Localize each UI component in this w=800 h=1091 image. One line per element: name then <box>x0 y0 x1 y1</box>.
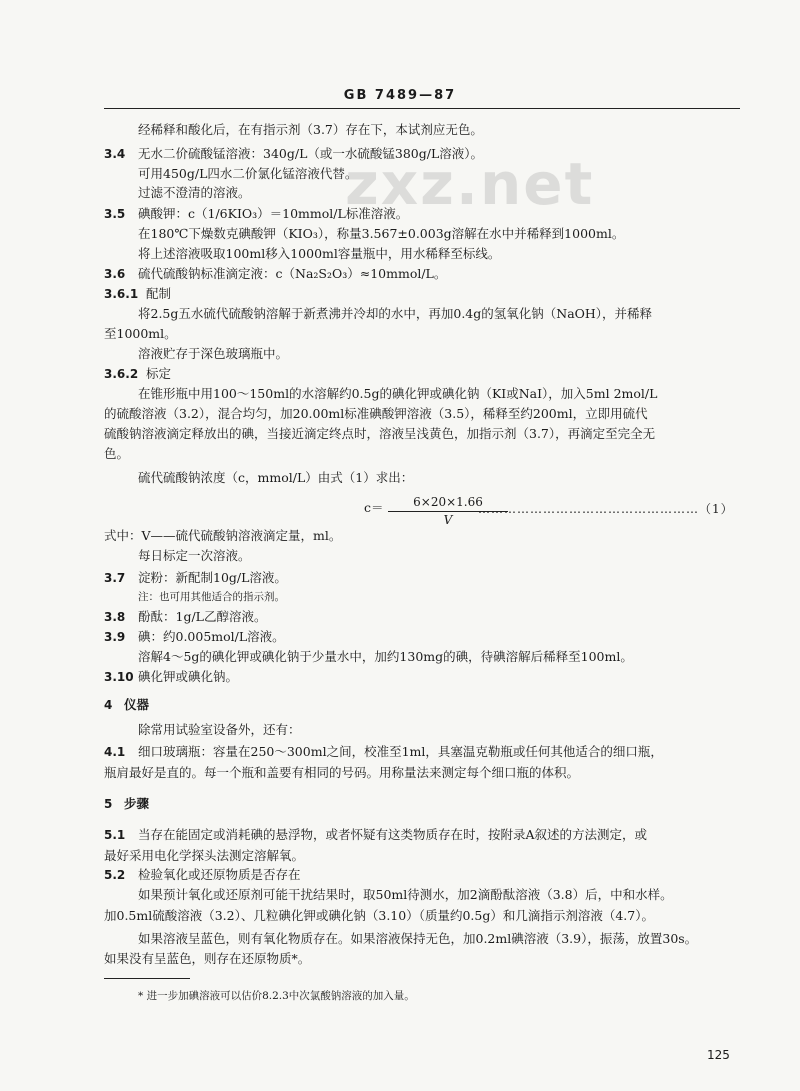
text-line: 如果溶液呈蓝色，则有氧化物质存在。如果溶液保持无色，加0.2ml碘溶液（3.9），振荡，放置30s。 <box>138 931 698 946</box>
page-number: 125 <box>707 1048 730 1062</box>
clause-4-1 <box>104 744 663 760</box>
text-line: 在180℃下燥数克碘酸钾（KIO₃），称量3.567±0.003g溶解在水中并稀释到1000ml。 <box>138 226 625 241</box>
text-line: 在锥形瓶中用100～150ml的水溶解约0.5g的碘化钾或碘化钠（KI或NaI），加入5ml 2mol/L <box>138 386 658 401</box>
clause-number: 3.4 <box>104 147 126 161</box>
clause-3-7 <box>104 570 287 586</box>
clause-5-1 <box>104 827 647 843</box>
text-line: 每日标定一次溶液。 <box>138 548 251 563</box>
text-line: 过滤不澄清的溶液。 <box>138 185 251 200</box>
clause-text: 淀粉：新配制10g/L溶液。 <box>138 570 287 585</box>
text-line: 的硫酸溶液（3.2），混合均匀，加20.00ml标准碘酸钾溶液（3.5），稀释至约200ml，立即用硫代 <box>104 406 648 421</box>
clause-text: 当存在能固定或消耗碘的悬浮物，或者怀疑有这类物质存在时，按附录A叙述的方法测定，或 <box>138 827 648 842</box>
clause-number: 3.6.1 <box>104 287 139 301</box>
text-line: 溶解4～5g的碘化钾或碘化钠于少量水中，加约130mg的碘，待碘溶解后稀释至100ml。 <box>138 649 633 664</box>
text-line: 溶液贮存于深色玻璃瓶中。 <box>138 346 289 361</box>
clause-number: 3.7 <box>104 571 126 585</box>
clause-number: 3.6.2 <box>104 367 139 381</box>
text-line: 至1000ml。 <box>104 326 177 341</box>
formula-equation-number: ……………………………………………（1） <box>478 502 734 516</box>
clause-3-9 <box>104 629 285 645</box>
clause-text: 碘：约0.005mol/L溶液。 <box>138 629 285 644</box>
text-line: 式中：V——硫代硫酸钠溶液滴定量，ml。 <box>104 528 342 543</box>
clause-number: 4.1 <box>104 745 126 759</box>
clause-text: 酚酞：1g/L乙醇溶液。 <box>138 609 267 624</box>
text-line: 瓶肩最好是直的。每一个瓶和盖要有相同的号码。用称量法来测定每个细口瓶的体积。 <box>104 765 580 780</box>
section-number: 4 <box>104 698 113 712</box>
clause-text: 细口玻璃瓶：容量在250～300ml之间，校准至1ml，具塞温克勒瓶或任何其他适合的细口瓶， <box>138 744 663 759</box>
text-line: 如果没有呈蓝色，则存在还原物质*。 <box>104 951 311 966</box>
formula-lhs: c＝ <box>364 500 384 515</box>
text-line: 色。 <box>104 446 130 461</box>
clause-3-6-2 <box>104 366 171 382</box>
footnote: * 进一步加碘溶液可以估价8.2.3中次氯酸钠溶液的加入量。 <box>138 990 415 1002</box>
text-line: 将2.5g五水硫代硫酸钠溶解于新煮沸并冷却的水中，再加0.4g的氢氧化钠（NaOH），并稀释 <box>138 306 653 321</box>
section-4-heading <box>104 697 149 713</box>
clause-5-2 <box>104 867 301 883</box>
clause-3-6-1 <box>104 286 171 302</box>
text-line: 如果预计氧化或还原剂可能干扰结果时，取50ml待测水，加2滴酚酞溶液（3.8）后，中和水样。 <box>138 887 673 902</box>
clause-number: 5.2 <box>104 868 126 882</box>
clause-text: 无水二价硫酸锰溶液：340g/L（或一水硫酸锰380g/L溶液）。 <box>138 146 483 161</box>
clause-3-4 <box>104 146 483 162</box>
clause-text: 配制 <box>146 286 172 301</box>
section-number: 5 <box>104 797 113 811</box>
formula-numerator: 6×20×1.66 <box>388 495 508 512</box>
text-line: 加0.5ml硫酸溶液（3.2）、几粒碘化钾或碘化钠（3.10）（质量约0.5g）和几滴指示剂溶液（4.7）。 <box>104 908 654 923</box>
clause-number: 3.8 <box>104 610 126 624</box>
clause-text: 硫代硫酸钠标准滴定液：c（Na₂S₂O₃）≈10mmol/L。 <box>138 266 447 281</box>
clause-number: 5.1 <box>104 828 126 842</box>
text-line: 硫酸钠溶液滴定释放出的碘，当接近滴定终点时，溶液呈浅黄色，加指示剂（3.7），再滴定至完全无 <box>104 426 656 441</box>
text-line: 除常用试验室设备外，还有： <box>138 722 301 737</box>
clause-number: 3.10 <box>104 670 134 684</box>
section-title: 步骤 <box>124 796 150 811</box>
clause-text: 碘化钾或碘化钠。 <box>138 669 239 684</box>
clause-text: 检验氧化或还原物质是否存在 <box>138 867 301 882</box>
text-line: 可用450g/L四水二价氯化锰溶液代替。 <box>138 166 358 181</box>
clause-3-6 <box>104 266 446 282</box>
clause-3-5 <box>104 206 408 222</box>
note-line: 注：也可用其他适合的指示剂。 <box>138 591 285 603</box>
footnote-rule <box>104 978 190 979</box>
watermark: zxz.net <box>345 150 595 218</box>
text-line: 最好采用电化学探头法测定溶解氧。 <box>104 848 305 863</box>
formula-denominator: V <box>443 513 453 527</box>
section-title: 仪器 <box>124 697 150 712</box>
clause-3-10 <box>104 669 238 685</box>
clause-number: 3.6 <box>104 267 126 281</box>
standard-code-header: GB 7489—87 <box>343 88 457 103</box>
clause-text: 标定 <box>146 366 172 381</box>
text-line: 经稀释和酸化后，在有指示剂（3.7）存在下，本试剂应无色。 <box>138 122 483 137</box>
text-line: 硫代硫酸钠浓度（c，mmol/L）由式（1）求出： <box>138 470 414 485</box>
clause-number: 3.5 <box>104 207 126 221</box>
text-line: 将上述溶液吸取100ml移入1000ml容量瓶中，用水稀释至标线。 <box>138 246 501 261</box>
clause-3-8 <box>104 609 266 625</box>
clause-number: 3.9 <box>104 630 126 644</box>
header-rule <box>104 108 740 109</box>
clause-text: 碘酸钾：c（1/6KIO₃）＝10mmol/L标准溶液。 <box>138 206 409 221</box>
section-5-heading <box>104 796 149 812</box>
